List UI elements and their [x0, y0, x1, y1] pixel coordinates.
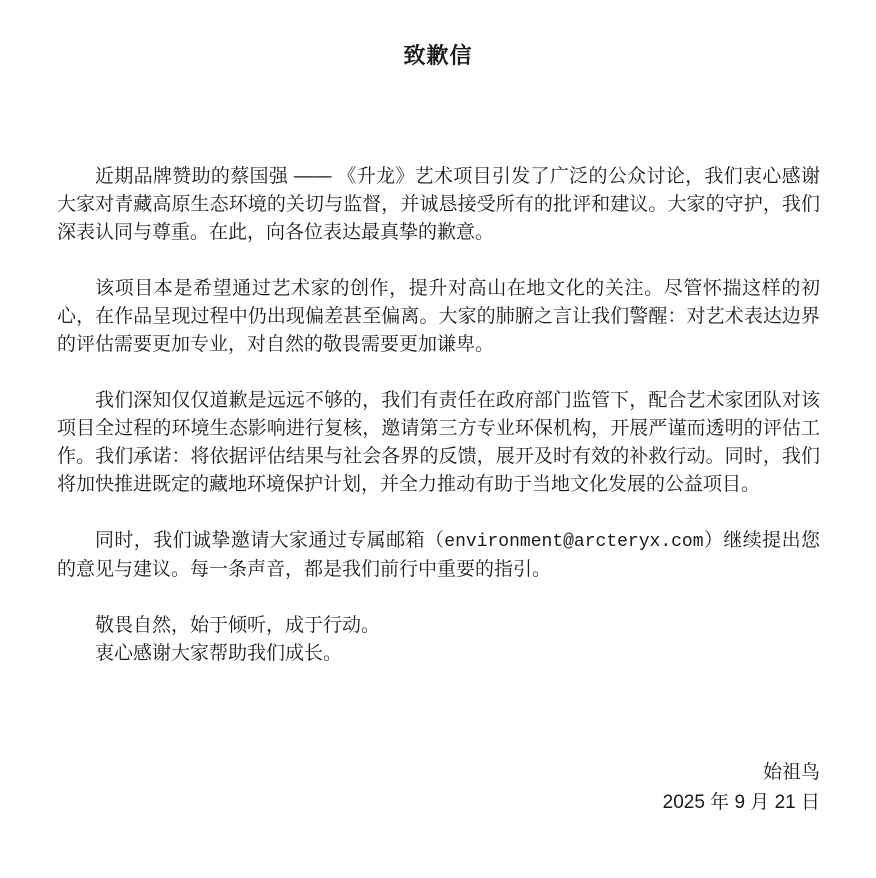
closing-line-motto: 敬畏自然，始于倾听，成于行动。: [95, 615, 381, 636]
signature-date: 2025 年 9 月 21 日: [662, 792, 820, 813]
feedback-email-address: environment@arcteryx.com: [444, 532, 704, 552]
feedback-text-before-email: 同时，我们诚挚邀请大家通过专属邮箱（: [95, 530, 445, 551]
closing-statement: [57, 612, 820, 668]
signature-block: [57, 758, 820, 818]
document-title: 致歉信: [403, 43, 473, 68]
paragraph-remediation-commitment: 我们深知仅仅道歉是远远不够的，我们有责任在政府部门监管下，配合艺术家团队对该项目全过程的环境生态影响进行复核，邀请第三方专业环保机构，开展严谨而透明的评估工作。我们承诺：将依据评估结果与社会各界的反馈，展开及时有效的补救行动。同时，我们将加快推进既定的藏地环境保护计划，并全力推动有助于当地文化发展的公益项目。: [57, 390, 820, 495]
signature-brand-name: 始祖鸟: [762, 762, 820, 783]
closing-line-thanks: 衷心感谢大家帮助我们成长。: [95, 643, 343, 664]
paragraph-intro-apology: 近期品牌赞助的蔡国强 —— 《升龙》艺术项目引发了广泛的公众讨论，我们衷心感谢大家对青藏高原生态环境的关切与监督，并诚恳接受所有的批评和建议。大家的守护，我们深表认同与尊重。在此，向各位表达最真挚的歉意。: [57, 166, 820, 243]
paragraph-feedback-invitation: [57, 527, 820, 584]
feedback-text-after-email: ）继续提出您的意见与建议。每一条声音，都是我们前行中重要的指引。: [57, 530, 820, 580]
letter-body: [57, 163, 820, 818]
paragraph-project-intent: 该项目本是希望通过艺术家的创作，提升对高山在地文化的关注。尽管怀揣这样的初心，在作品呈现过程中仍出现偏差甚至偏离。大家的肺腑之言让我们警醒：对艺术表达边界的评估需要更加专业，对自然的敬畏需要更加谦卑。: [57, 278, 820, 355]
